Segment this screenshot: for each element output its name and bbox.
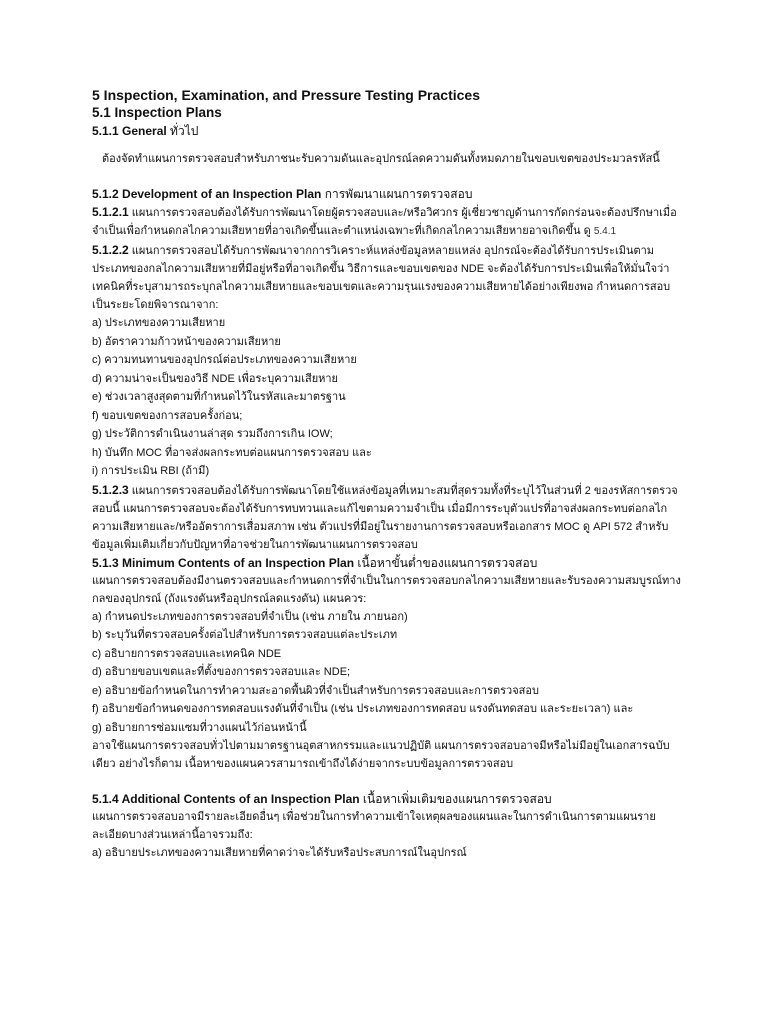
section-5-1-4-paragraph: แผนการตรวจสอบอาจมีรายละเอียดอื่นๆ เพื่อช่วยในการทำความเข้าใจเหตุผลของแผนและในการดำเนินการตามแผนรายละเอียดบางส่วนเหล่านี้อาจรวมถึง: [92,811,656,841]
section-5-1-2-3-number: 5.1.2.3 [92,482,129,497]
section-5-title: 5 Inspection, Examination, and Pressure Testing Practices [92,87,480,103]
list-item: a) ประเภทของความเสียหาย [92,317,226,329]
section-5-1-1-heading [92,122,682,140]
section-5-1-2-heading-en: 5.1.2 Development of an Inspection Plan [92,187,322,201]
section-ref-5-4-1: 5.4.1 [593,226,617,237]
section-5-1-3-heading-th: เนื้อหาขั้นต่ำของแผนการตรวจสอบ [354,555,538,570]
list-item: a) กำหนดประเภทของการตรวจสอบที่จำเป็น (เช่น ภายใน ภายนอก) [92,610,408,623]
list-item: g) อธิบายการซ่อมแซมที่วางแผนไว้ก่อนหน้านี้ [92,721,307,734]
section-5-1-3-heading [92,554,682,572]
section-5-1-1-heading-en: 5.1.1 General [92,124,167,138]
spacer [92,168,682,185]
section-5-1-2-2-paragraph [92,241,682,314]
list-item: f) อธิบายข้อกำหนดของการทดสอบแรงดันที่จำเป็น (เช่น ประเภทของการทดสอบ แรงดันทดสอบ และระยะเวลา) และ [92,703,634,715]
section-5-1-2-heading-th: การพัฒนาแผนการตรวจสอบ [321,187,473,201]
section-5-1-3-paragraph-2: อาจใช้แผนการตรวจสอบทั่วไปตามมาตรฐานอุตสาหกรรมและแนวปฏิบัติ แผนการตรวจสอบอาจมีหรือไม่มีอยู่ในเอกสารฉบับเดียว อย่างไรก็ตาม เนื้อหาของแผนควรสามารถเข้าถึงได้ง่ายจากระบบข้อมูลการตรวจสอบ [92,740,670,770]
list-item: i) การประเมิน RBI (ถ้ามี) [92,465,210,477]
section-5-1-4-heading [92,790,682,808]
section-5-1-2-3-text: แผนการตรวจสอบต้องได้รับการพัฒนาโดยใช้แหล่งข้อมูลที่เหมาะสมที่สุดรวมทั้งที่ระบุไว้ในส่วนที่ 2 ของรหัสการตรวจสอบนี้ แผนการตรวจสอบจะต้องได้รับการทบทวนและแก้ไขตามความจำเป็น เมื่อมีการระบุตัวแปรที่อาจส่งผลกระทบต่อกลไกความเสียหายและ/หรืออัตราการเสื่อมสภาพ เช่น ตัวแปรที่มีอยู่ในรายงานการตรวจสอบหรือเอกสาร MOC ดู API 572 สำหรับข้อมูลเพิ่มเติมเกี่ยวกับปัญหาที่อาจช่วยในการพัฒนาแผนการตรวจสอบ [92,484,678,551]
section-5-1-3-list [92,608,682,738]
document-content [92,86,682,863]
section-5-1-1-heading-th: ทั่วไป [166,124,199,138]
section-5-1-4-heading-en: 5.1.4 Additional Contents of an Inspection Plan [92,792,360,806]
section-5-1-2-heading [92,185,682,203]
list-item: d) อธิบายขอบเขตและที่ตั้งของการตรวจสอบและ NDE; [92,666,351,678]
list-item: b) อัตราความก้าวหน้าของความเสียหาย [92,335,281,348]
list-item: b) ระบุวันที่ตรวจสอบครั้งต่อไปสำหรับการตรวจสอบแต่ละประเภท [92,629,398,641]
section-5-1-3-paragraph: แผนการตรวจสอบต้องมีงานตรวจสอบและกำหนดการที่จำเป็นในการตรวจสอบกลไกความเสียหายและรับรองความสมบูรณ์ทางกลของอุปกรณ์ (ถังแรงดันหรืออุปกรณ์ลดแรงดัน) แผนควร: [92,574,681,605]
section-5-1-4-heading-th: เนื้อหาเพิ่มเติมของแผนการตรวจสอบ [359,792,552,806]
section-5-1-2-1-number: 5.1.2.1 [92,205,129,219]
section-5-1-2-2-number: 5.1.2.2 [92,243,129,257]
section-5-1-3-heading-en: 5.1.3 Minimum Contents of an Inspection Plan [92,555,355,570]
list-item: h) บันทึก MOC ที่อาจส่งผลกระทบต่อแผนการตรวจสอบ และ [92,446,372,459]
list-item: e) ช่วงเวลาสูงสุดตามที่กำหนดไว้ในรหัสและมาตรฐาน [92,391,346,403]
section-5-1-2-2-list [92,314,682,481]
section-5-1-2-1-text: แผนการตรวจสอบต้องได้รับการพัฒนาโดยผู้ตรวจสอบและ/หรือวิศวกร ผู้เชี่ยวชาญด้านการกัดกร่อนจะต้องปรึกษาเมื่อจำเป็นเพื่อกำหนดกลไกความเสียหายที่อาจเกิดขึ้นและตำแหน่งเฉพาะที่เกิดกลไกความเสียหายอาจเกิดขึ้น ดู [92,207,677,237]
list-item: e) อธิบายข้อกำหนดในการทำความสะอาดพื้นผิวที่จำเป็นสำหรับการตรวจสอบและการตรวจสอบ [92,684,539,697]
list-item: c) ความทนทานของอุปกรณ์ต่อประเภทของความเสียหาย [92,354,357,366]
section-5-1-2-3-paragraph [92,481,682,554]
list-item: d) ความน่าจะเป็นของวิธี NDE เพื่อระบุความเสียหาย [92,372,339,385]
spacer [92,773,682,790]
section-5-1-2-2-text: แผนการตรวจสอบได้รับการพัฒนาจากการวิเคราะห์แหล่งข้อมูลหลายแหล่ง อุปกรณ์จะต้องได้รับการประเมินตามประเภทของกลไกความเสียหายที่มีอยู่หรือที่อาจเกิดขึ้น วิธีการและขอบเขตของ NDE จะต้องได้รับการประเมินเพื่อให้มั่นใจว่าเทคนิคที่ระบุสามารถระบุกลไกความเสียหายและขอบเขตและความรุนแรงของความเสียหายได้อย่างเพียงพอ กำหนดการสอบเป็นระยะโดยพิจารณาจาก: [92,245,671,311]
list-item: g) ประวัติการดำเนินงานล่าสุด รวมถึงการเกิน IOW; [92,428,333,440]
list-item: c) อธิบายการตรวจสอบและเทคนิค NDE [92,647,282,660]
section-5-1-title: 5.1 Inspection Plans [92,105,222,120]
spacer [92,140,682,150]
section-5-1-1-paragraph: ต้องจัดทำแผนการตรวจสอบสำหรับภาชนะรับความดันและอุปกรณ์ลดความดันทั้งหมดภายในขอบเขตของประมวลรหัสนี้ [102,153,660,165]
section-5-1-2-1-paragraph [92,203,682,241]
list-item: a) อธิบายประเภทของความเสียหายที่คาดว่าจะได้รับหรือประสบการณ์ในอุปกรณ์ [92,847,467,859]
section-5-1-4-list [92,844,682,863]
list-item: f) ขอบเขตของการสอบครั้งก่อน; [92,409,243,422]
